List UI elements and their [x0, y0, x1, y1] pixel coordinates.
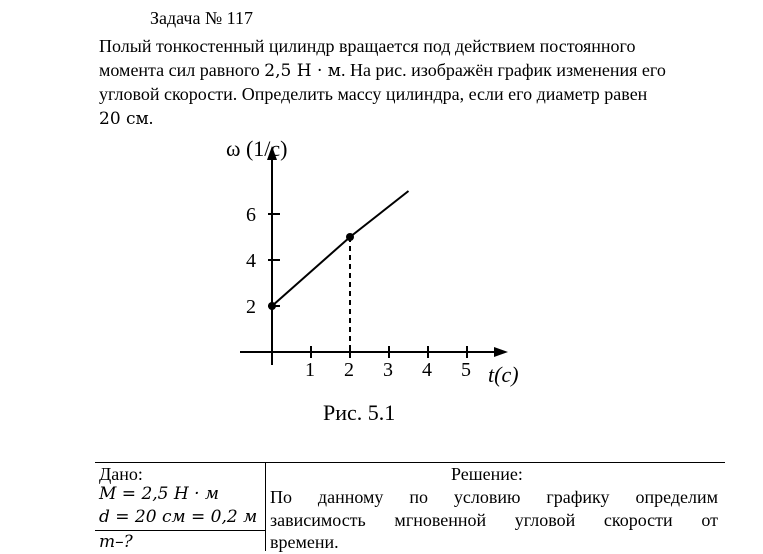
- solution-word: По: [270, 487, 292, 507]
- problem-line-2-end: . На рис. изображён график изменения его: [341, 60, 666, 80]
- x-tick-label: 4: [422, 359, 432, 381]
- solution-word: зависимость: [270, 510, 366, 530]
- omega-series-line: [272, 191, 409, 306]
- problem-line-3: угловой скорости. Определить массу цилиндра, если его диаметр равен: [99, 84, 648, 104]
- figure-caption: Рис. 5.1: [323, 400, 396, 425]
- problem-line-2-start: момента сил равного: [99, 60, 265, 80]
- diameter-value: 20 см: [99, 109, 149, 129]
- solution-word: определим: [635, 487, 718, 507]
- given-torque: M = 2,5 Н · м: [99, 484, 220, 504]
- data-point: [268, 302, 276, 310]
- y-tick-label: 4: [246, 250, 256, 272]
- y-tick-label: 6: [246, 204, 256, 226]
- y-tick-label: 2: [246, 296, 256, 318]
- solution-word: от: [701, 510, 718, 530]
- solution-word: по: [409, 487, 428, 507]
- series-layer: [268, 191, 409, 352]
- table-column-divider: [265, 462, 266, 551]
- problem-line-4-end: .: [148, 108, 154, 128]
- solution-line-2: [270, 508, 718, 532]
- solution-line-1: [270, 485, 718, 509]
- given-diameter: d = 20 см = 0,2 м: [99, 507, 258, 527]
- solution-header: Решение:: [451, 464, 523, 484]
- solution-word: угловой: [514, 510, 576, 530]
- given-separator: [95, 530, 265, 531]
- y-axis-label: ω (1/с): [226, 136, 288, 161]
- table-top-border: [95, 462, 725, 463]
- x-tick-label: 5: [461, 359, 471, 381]
- x-tick-label: 2: [344, 359, 354, 381]
- solution-word: условию: [453, 487, 521, 507]
- x-tick-label: 1: [305, 359, 315, 381]
- x-axis-label: t(c): [488, 362, 519, 387]
- torque-value: 2,5 Н · м: [264, 61, 341, 81]
- given-header: Дано:: [99, 464, 143, 484]
- unknown-mass: m–?: [99, 532, 133, 552]
- problem-line-1: Полый тонкостенный цилиндр вращается под действием постоянного: [99, 36, 636, 56]
- x-tick-label: 3: [383, 359, 393, 381]
- solution-word: мгновенной: [394, 510, 487, 530]
- solution-word: данному: [317, 487, 384, 507]
- x-axis-arrow: [494, 347, 508, 357]
- solution-word: графику: [546, 487, 610, 507]
- solution-line-3: времени.: [270, 532, 339, 552]
- solution-word: скорости: [603, 510, 673, 530]
- data-point: [346, 233, 354, 241]
- problem-title: Задача № 117: [150, 8, 253, 28]
